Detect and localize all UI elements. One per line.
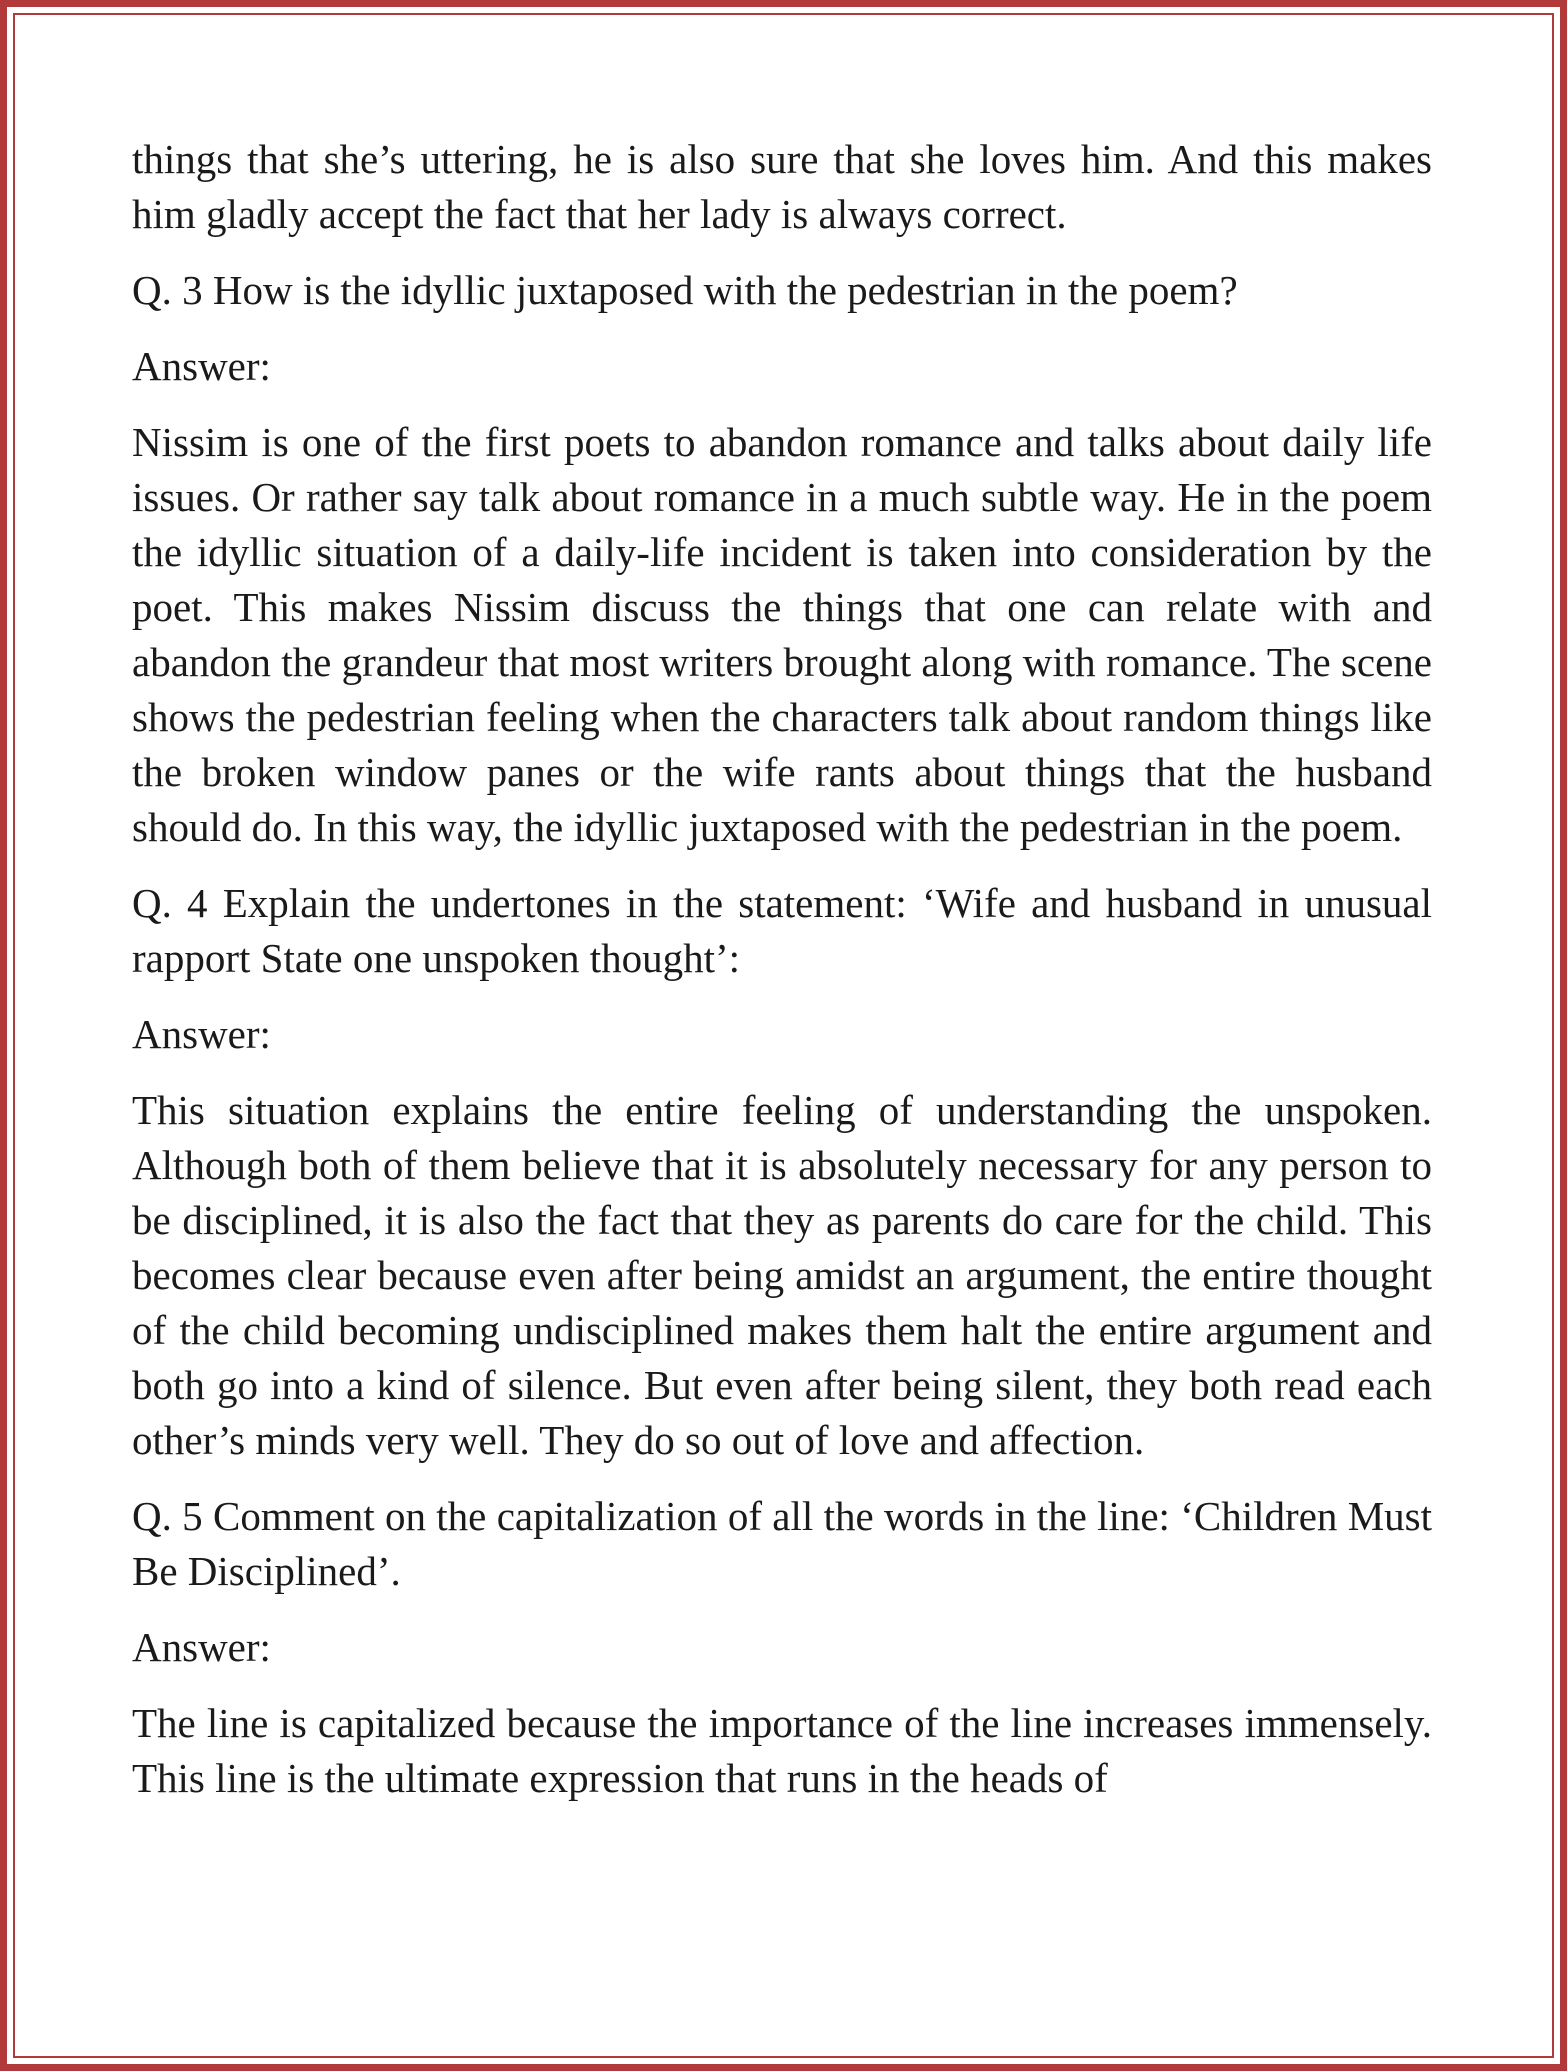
answer-label-3: Answer: (132, 343, 271, 389)
answer-label-5: Answer: (132, 1624, 271, 1670)
answer-label-4: Answer: (132, 1011, 271, 1057)
document-body (132, 132, 1432, 1806)
question-3: Q. 3 How is the idyllic juxtaposed with the pedestrian in the poem? (132, 267, 1238, 313)
answer-3-text: Nissim is one of the first poets to abandon romance and talks about daily life issues. Or rather say talk about romance in a much subtle way. He in the poem the idyllic situation of a daily-life incident is taken into consideration by the poet. This makes Nissim discuss the things that one can relate with and abandon the grandeur that most writers brought along with romance. The scene shows the pedestrian feeling when the characters talk about random things like the broken window panes or the wife rants about things that the husband should do. In this way, the idyllic juxtaposed with the pedestrian in the poem. (132, 419, 1432, 850)
answer-4-text: This situation explains the entire feeling of understanding the unspoken. Although both of them believe that it is absolutely necessary for any person to be disciplined, it is also the fact that they as parents do care for the child. This becomes clear because even after being amidst an argument, the entire thought of the child becoming undisciplined makes them halt the entire argument and both go into a kind of silence. But even after being silent, they both read each other’s minds very well. They do so out of love and affection. (132, 1087, 1432, 1463)
question-4: Q. 4 Explain the undertones in the statement: ‘Wife and husband in unusual rapport State one unspoken thought’: (132, 880, 1432, 981)
answer-5-text: The line is capitalized because the importance of the line increases immensely. This line is the ultimate expression that runs in the heads of (132, 1700, 1432, 1801)
continuation-paragraph: things that she’s uttering, he is also sure that she loves him. And this makes him gladly accept the fact that her lady is always correct. (132, 136, 1432, 237)
question-5: Q. 5 Comment on the capitalization of all the words in the line: ‘Children Must Be Disciplined’. (132, 1493, 1432, 1594)
